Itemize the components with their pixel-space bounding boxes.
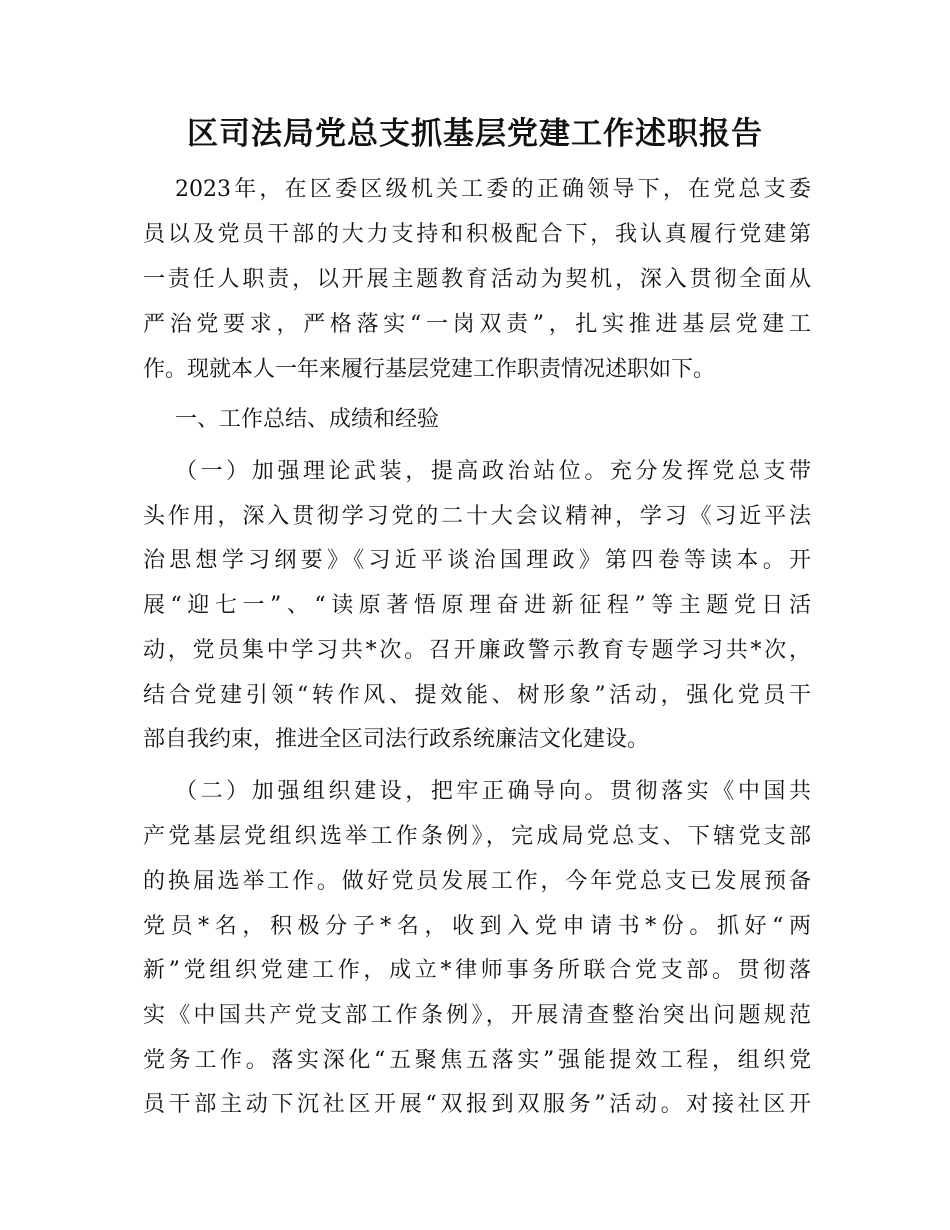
text-line: 产党基层党组织选举工作条例》，完成局党总支、下辖党支部	[143, 824, 811, 849]
text-line: 治思想学习纲要》《习近平谈治国理政》第四卷等读本。开	[143, 548, 811, 573]
text-line: 2023年，在区委区级机关工委的正确领导下，在党总支委	[175, 177, 811, 202]
text-line: 新”党组织党建工作，成立*律师事务所联合党支部。贯彻落	[143, 958, 811, 983]
text-line: 结合党建引领“转作风、提效能、树形象”活动，强化党员干	[143, 683, 811, 708]
text-line: 部自我约束，推进全区司法行政系统廉洁文化建设。	[143, 727, 650, 752]
text-line: 党员*名，积极分子*名，收到入党申请书*份。抓好“两	[143, 914, 811, 939]
text-line: 作。现就本人一年来履行基层党建工作职责情况述职如下。	[143, 357, 716, 382]
text-line: 严治党要求，严格落实“一岗双责”，扎实推进基层党建工	[143, 312, 811, 337]
text-line: 一责任人职责，以开展主题教育活动为契机，深入贯彻全面从	[143, 267, 811, 292]
text-line: （一）加强理论武装，提高政治站位。充分发挥党总支带	[175, 459, 811, 484]
text-line: 员以及党员干部的大力支持和积极配合下，我认真履行党建第	[143, 222, 811, 247]
text-line: 的换届选举工作。做好党员发展工作，今年党总支已发展预备	[143, 869, 811, 894]
text-line: 员干部主动下沉社区开展“双报到双服务”活动。对接社区开	[143, 1092, 811, 1117]
text-line: 头作用，深入贯彻学习党的二十大会议精神，学习《习近平法	[143, 504, 811, 529]
text-line: 实《中国共产党支部工作条例》，开展清查整治突出问题规范	[143, 1003, 811, 1028]
section-heading-text: 一、工作总结、成绩和经验	[175, 407, 440, 432]
text-line: （二）加强组织建设，把牢正确导向。贯彻落实《中国共	[175, 779, 811, 804]
text-line: 展“迎七一”、“读原著悟原理奋进新征程”等主题党日活	[143, 593, 811, 618]
text-line: 动，党员集中学习共*次。召开廉政警示教育专题学习共*次，	[143, 638, 811, 663]
text-line: 党务工作。落实深化“五聚焦五落实”强能提效工程，组织党	[143, 1048, 811, 1073]
document-title: 区司法局党总支抓基层党建工作述职报告	[187, 116, 763, 152]
